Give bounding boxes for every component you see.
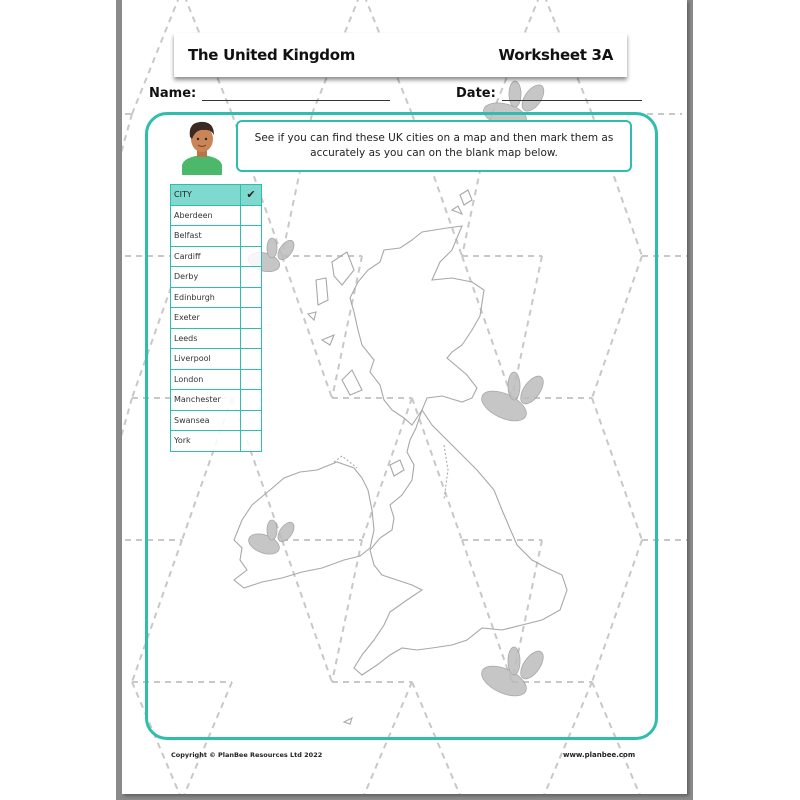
city-name: Manchester: [171, 390, 241, 411]
table-row: [171, 226, 262, 247]
city-checkbox[interactable]: [241, 246, 262, 267]
city-name: London: [171, 369, 241, 390]
website-link[interactable]: www.planbee.com: [563, 751, 636, 759]
date-field[interactable]: [456, 86, 642, 101]
table-header-row: [171, 185, 262, 206]
city-column-header: CITY: [171, 185, 241, 206]
worksheet-title: The United Kingdom: [188, 46, 356, 64]
instruction-bubble: [236, 120, 632, 172]
city-name: Cardiff: [171, 246, 241, 267]
table-row: [171, 205, 262, 226]
city-checkbox[interactable]: [241, 328, 262, 349]
city-checkbox[interactable]: [241, 390, 262, 411]
name-field[interactable]: [149, 86, 390, 101]
table-row: [171, 369, 262, 390]
check-column-header-icon: ✔: [241, 185, 262, 206]
city-name: Liverpool: [171, 349, 241, 370]
table-row: [171, 287, 262, 308]
city-name: Swansea: [171, 410, 241, 431]
city-checkbox[interactable]: [241, 287, 262, 308]
city-name: Leeds: [171, 328, 241, 349]
table-row: [171, 328, 262, 349]
table-row: [171, 267, 262, 288]
city-checkbox[interactable]: [241, 369, 262, 390]
date-line[interactable]: [502, 88, 642, 101]
city-checklist-table: [170, 184, 262, 452]
city-name: Belfast: [171, 226, 241, 247]
city-name: Exeter: [171, 308, 241, 329]
city-checkbox[interactable]: [241, 431, 262, 452]
worksheet-page: [122, 0, 687, 794]
city-checkbox[interactable]: [241, 267, 262, 288]
city-checkbox[interactable]: [241, 308, 262, 329]
worksheet-number: Worksheet 3A: [498, 46, 613, 64]
table-row: [171, 390, 262, 411]
city-checkbox[interactable]: [241, 226, 262, 247]
name-line[interactable]: [202, 88, 390, 101]
table-row: [171, 410, 262, 431]
city-name: Aberdeen: [171, 205, 241, 226]
instruction-text: See if you can find these UK cities on a map and then mark them as accurately as you can on the blank map below.: [254, 132, 614, 159]
city-checkbox[interactable]: [241, 205, 262, 226]
table-row: [171, 431, 262, 452]
city-checkbox[interactable]: [241, 349, 262, 370]
table-row: [171, 349, 262, 370]
table-row: [171, 308, 262, 329]
city-checkbox[interactable]: [241, 410, 262, 431]
child-avatar-icon: [178, 117, 226, 175]
name-label: Name:: [149, 86, 197, 101]
title-banner: [174, 33, 627, 77]
city-name: Edinburgh: [171, 287, 241, 308]
table-row: [171, 246, 262, 267]
copyright-text: Copyright © PlanBee Resources Ltd 2022: [171, 751, 323, 759]
city-name: York: [171, 431, 241, 452]
city-name: Derby: [171, 267, 241, 288]
date-label: Date:: [456, 86, 496, 101]
